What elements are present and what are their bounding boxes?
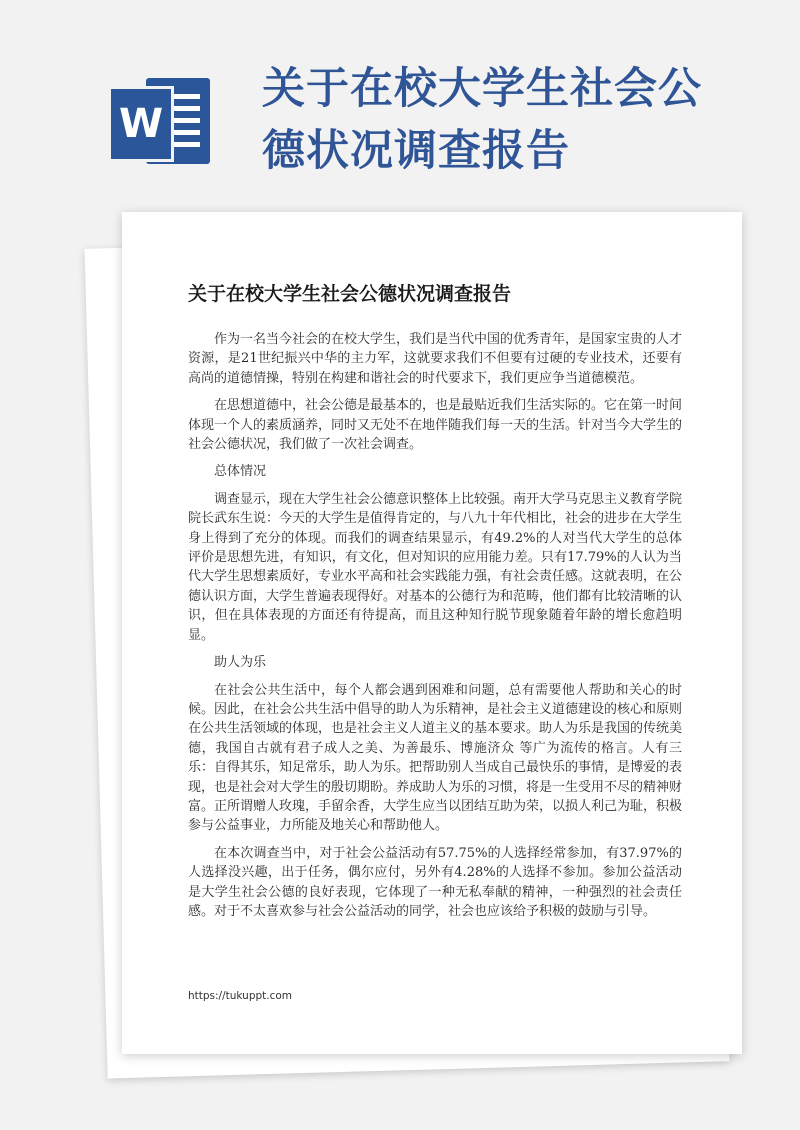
document-title: 关于在校大学生社会公德状况调查报告 xyxy=(188,283,512,305)
section-heading-overview: 总体情况 xyxy=(214,464,267,480)
paragraph-intro-2: 在思想道德中，社会公德是最基本的，也是最贴近我们生活实际的。它在第一时间体现一个人的素质涵养，同时又无处不在地伴随我们每一天的生活。针对当今大学生的社会公德状况，我们做了一次社会调查。 xyxy=(188,398,683,453)
header xyxy=(0,0,800,200)
paragraph-intro-1: 作为一名当今社会的在校大学生，我们是当代中国的优秀青年，是国家宝贵的人才资源，是21世纪振兴中华的主力军，这就要求我们不但要有过硬的专业技术，还要有高尚的道德情操，特别在构建和谐社会的时代要求下，我们更应争当道德模范。 xyxy=(188,332,683,386)
word-document-icon xyxy=(108,72,212,170)
paragraph-overview: 调查显示，现在大学生社会公德意识整体上比较强。南开大学马克思主义教育学院院长武东生说：今天的大学生是值得肯定的，与八九十年代相比，社会的进步在大学生身上得到了充分的体现。而我们的调查结果显示，有49.2%的人对当代大学生的总体评价是思想先进，有知识，有文化，但对知识的应用能力差。只有17.79%的人认为当代大学生思想素质好，专业水平高和社会实践能力强，有社会责任感。这就表明，在公德认识方面，大学生普遍表现得好。对基本的公德行为和范畴，他们都有比较清晰的认识，但在具体表现的方面还有待提高，而且这种知行脱节现象随着年龄的增长愈趋明显。 xyxy=(188,491,683,643)
paragraph-helping-1: 在社会公共生活中，每个人都会遇到困难和问题，总有需要他人帮助和关心的时候。因此，在社会公共生活中倡导的助人为乐精神，是社会主义道德建设的核心和原则在公共生活领域的体现，也是社会主义人道主义的基本要求。助人为乐是我国的传统美德，我国自古就有君子成人之美、为善最乐、博施济众 等广为流传的格言。人有三乐：自得其乐，知足常乐，助人为乐。把帮助别人当成自己最快乐的事情，是博爱的表现，也是社会对大学生的殷切期盼。养成助人为乐的习惯，将是一生受用不尽的精神财富。正所谓赠人玫瑰，手留余香，大学生应当以团结互助为荣，以损人利己为耻，积极参与公益事业，力所能及地关心和帮助他人。 xyxy=(188,682,683,834)
section-heading-helping: 助人为乐 xyxy=(214,655,267,671)
source-link[interactable]: https://tukuppt.com xyxy=(188,990,293,1002)
paragraph-helping-2: 在本次调查当中，对于社会公益活动有57.75%的人选择经常参加，有37.97%的人选择没兴趣，出于任务，偶尔应付，另外有4.28%的人选择不参加。参加公益活动是大学生社会公德的良好表现，它体现了一种无私奉献的精神，一种强烈的社会责任感。对于不太喜欢参与社会公益活动的同学，社会也应该给予积极的鼓励与引导。 xyxy=(188,845,682,919)
word-letter-tile: W xyxy=(108,86,174,162)
page-title: 关于在校大学生社会公德状况调查报告 xyxy=(262,64,702,176)
document-page xyxy=(122,212,742,1054)
